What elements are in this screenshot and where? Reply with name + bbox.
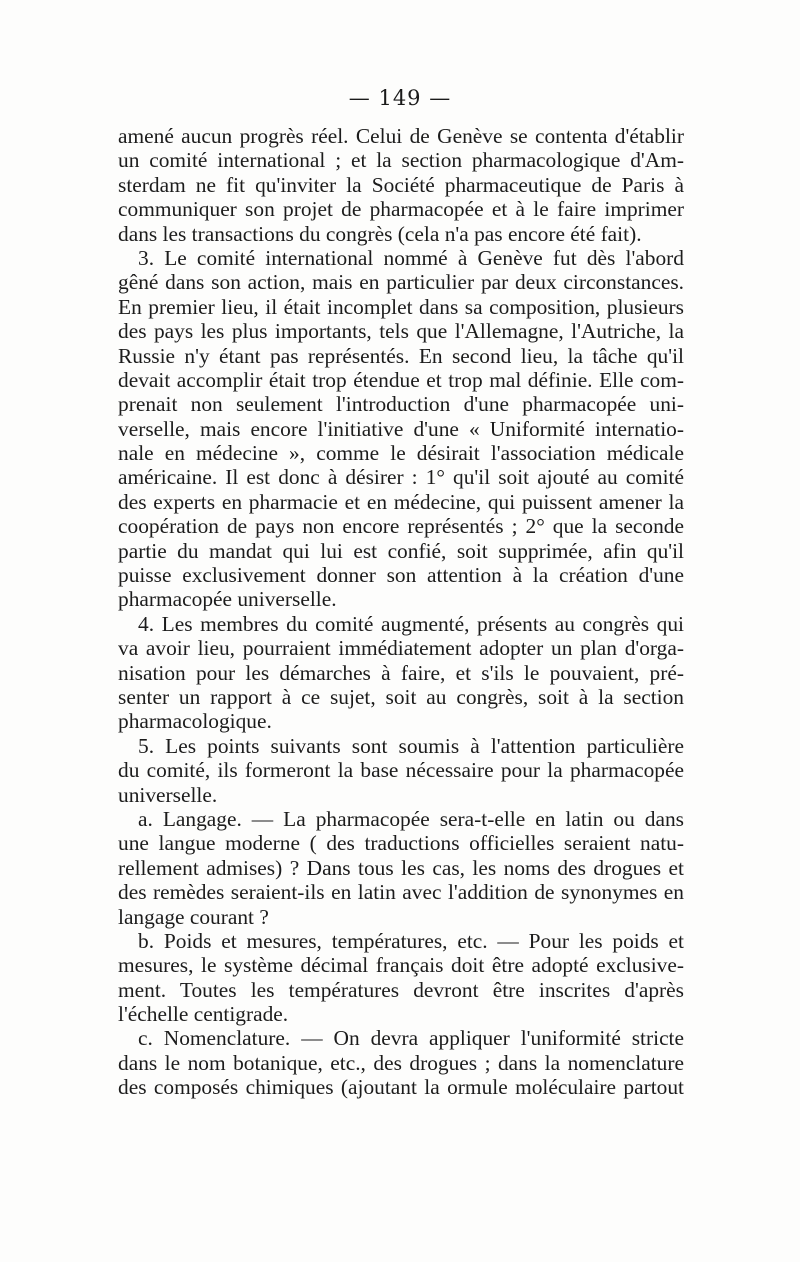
- text-line: partie du mandat qui lui est confié, soit supprimée, afin qu'il: [118, 538, 684, 563]
- text-line: verselle, mais encore l'initiative d'une « Uniformité internatio-: [118, 416, 684, 441]
- text-line: coopération de pays non encore représentés ; 2° que la seconde: [118, 514, 684, 539]
- text-line: communiquer son projet de pharmacopée et à le faire imprimer: [118, 197, 684, 222]
- text-line: a. Langage. — La pharmacopée sera-t-elle en latin ou dans: [138, 806, 684, 831]
- text-line: langage courant ?: [118, 904, 269, 929]
- text-line: un comité international ; et la section pharmacologique d'Am-: [118, 148, 684, 173]
- text-line: rellement admises) ? Dans tous les cas, les noms des drogues et: [118, 855, 684, 880]
- text-line: c. Nomenclature. — On devra appliquer l'uniformité stricte: [138, 1026, 684, 1051]
- text-line: va avoir lieu, pourraient immédiatement adopter un plan d'orga-: [118, 636, 684, 661]
- text-line: 3. Le comité international nommé à Genève fut dès l'abord: [138, 245, 684, 270]
- text-line: sterdam ne fit qu'inviter la Société pharmaceutique de Paris à: [118, 172, 684, 197]
- text-line: 5. Les points suivants sont soumis à l'attention particulière: [138, 733, 684, 758]
- text-line: devait accomplir était trop étendue et trop mal définie. Elle com-: [118, 367, 684, 392]
- text-line: nisation pour les démarches à faire, et s'ils le pouvaient, pré-: [118, 660, 684, 685]
- text-line: pharmacologique.: [118, 709, 272, 734]
- text-line: des experts en pharmacie et en médecine, qui puissent amener la: [118, 489, 684, 514]
- text-line: gêné dans son action, mais en particulier par deux circonstances.: [118, 270, 684, 295]
- page-number: — 149 —: [348, 86, 452, 110]
- text-line: mesures, le système décimal français doit être adopté exclusive-: [118, 953, 684, 978]
- text-line: nale en médecine », comme le désirait l'association médicale: [118, 441, 684, 466]
- text-line: l'échelle centigrade.: [118, 1002, 289, 1027]
- text-line: amené aucun progrès réel. Celui de Genève se contenta d'établir: [118, 124, 684, 148]
- text-line: b. Poids et mesures, températures, etc. — Pour les poids et: [138, 928, 684, 953]
- text-line: des composés chimiques (ajoutant la ormule moléculaire partout: [118, 1075, 684, 1100]
- text-line: pharmacopée universelle.: [118, 587, 337, 612]
- text-line: américaine. Il est donc à désirer : 1° qu'il soit ajouté au comité: [118, 465, 684, 490]
- text-line: prenait non seulement l'introduction d'une pharmacopée uni-: [118, 392, 684, 417]
- text-line: En premier lieu, il était incomplet dans sa composition, plusieurs: [118, 294, 684, 319]
- text-line: des pays les plus importants, tels que l'Allemagne, l'Autriche, la: [118, 319, 684, 344]
- text-line: des remèdes seraient-ils en latin avec l'addition de synonymes en: [118, 880, 684, 905]
- text-line: universelle.: [118, 782, 218, 807]
- text-line: dans les transactions du congrès (cela n'a pas encore été fait).: [118, 221, 642, 246]
- text-line: ment. Toutes les températures devront être inscrites d'après: [118, 977, 684, 1002]
- text-line: une langue moderne ( des traductions officielles seraient natu-: [118, 831, 684, 856]
- text-line: du comité, ils formeront la base nécessaire pour la pharmacopée: [118, 758, 684, 783]
- text-line: 4. Les membres du comité augmenté, présents au congrès qui: [138, 611, 684, 636]
- text-line: puisse exclusivement donner son attention à la création d'une: [118, 563, 684, 588]
- text-line: dans le nom botanique, etc., des drogues ; dans la nomenclature: [118, 1050, 684, 1075]
- body-text: [118, 124, 684, 1100]
- text-line: Russie n'y étant pas représentés. En second lieu, la tâche qu'il: [118, 343, 684, 368]
- text-line: senter un rapport à ce sujet, soit au congrès, soit à la section: [118, 684, 684, 709]
